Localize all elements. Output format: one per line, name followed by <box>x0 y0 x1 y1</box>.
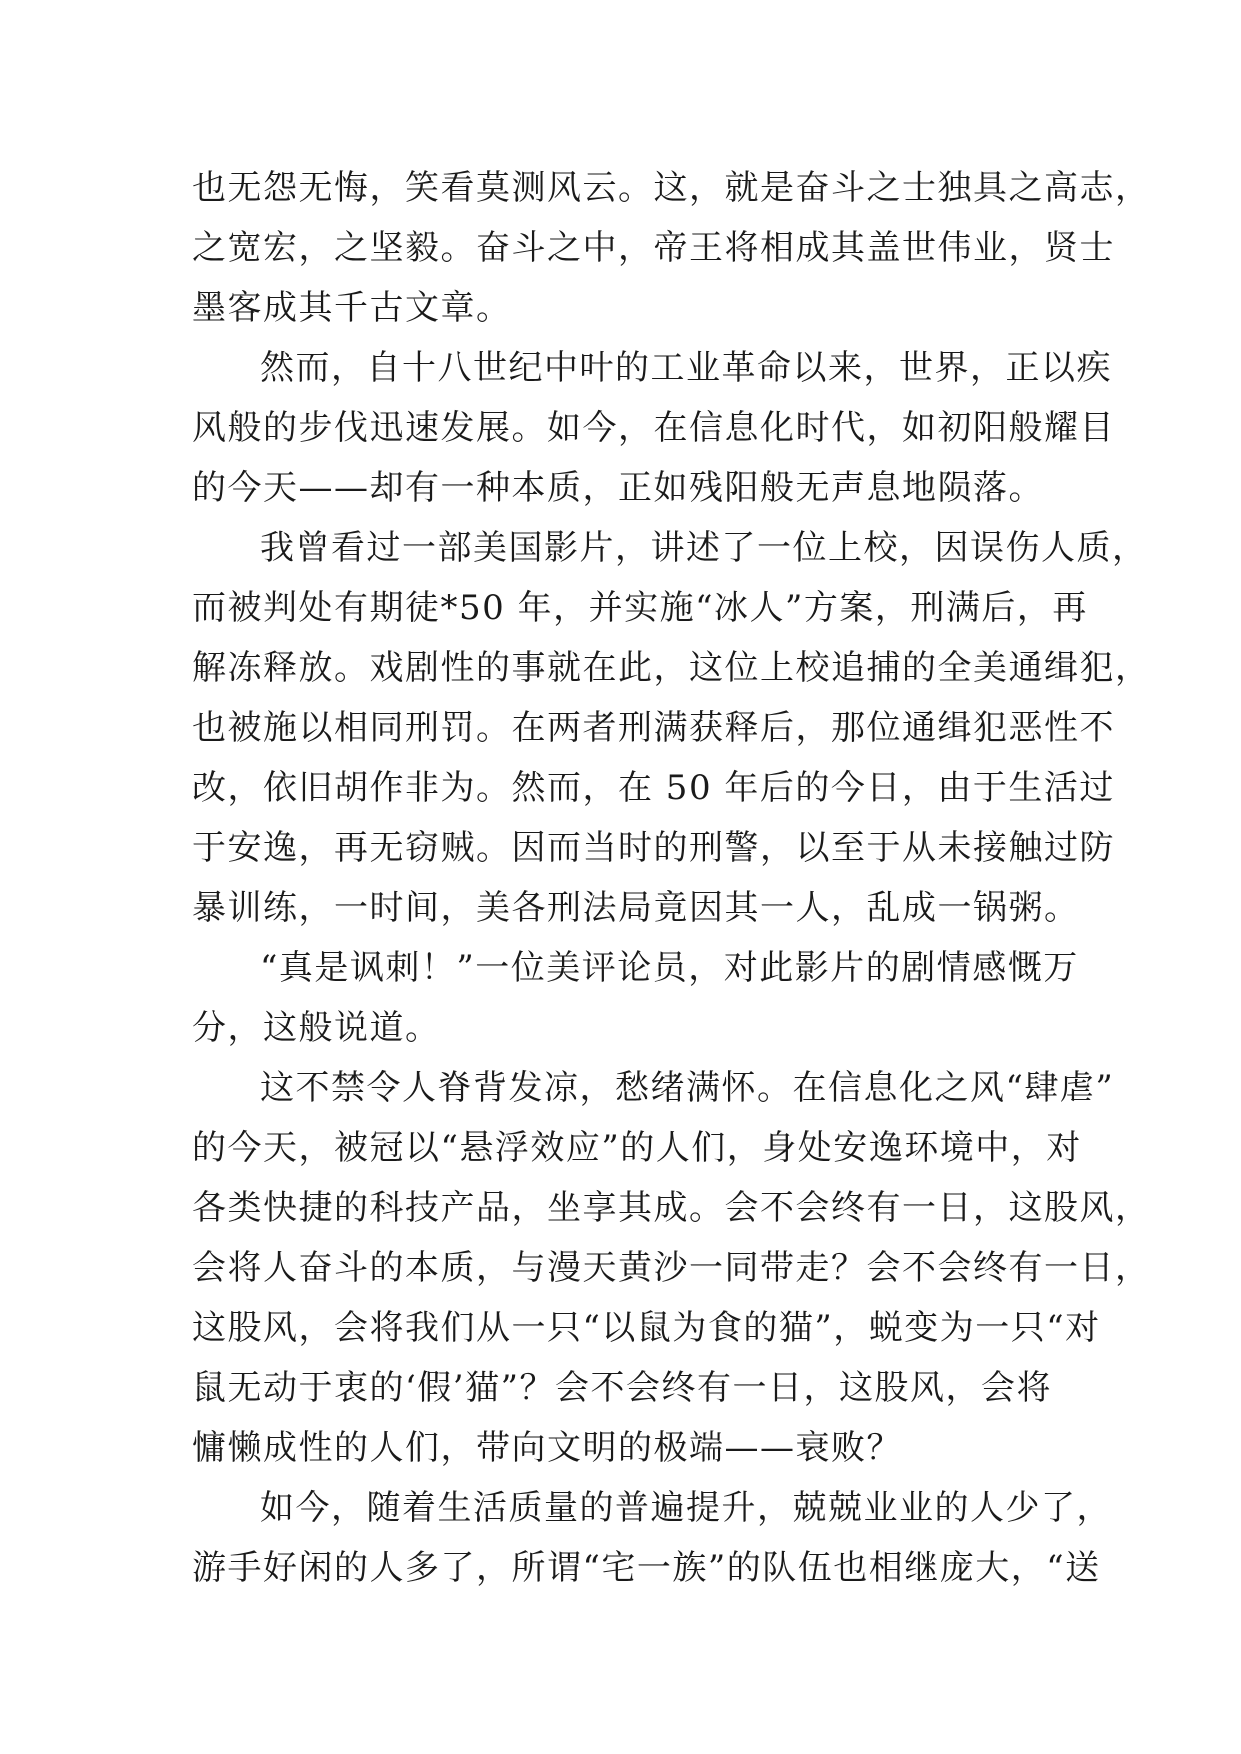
text-line: 鼠无动于衷的‘假’猫”？会不会终有一日，这股风，会将 <box>192 1368 1052 1408</box>
paragraph-first-line: “真是讽刺！”一位美评论员，对此影片的剧情感慨万 <box>260 948 1079 988</box>
text-line: 游手好闲的人多了，所谓“宅一族”的队伍也相继庞大，“送 <box>192 1548 1101 1588</box>
text-line: 风般的步伐迅速发展。如今，在信息化时代，如初阳般耀目 <box>192 408 1115 448</box>
paragraph-first-line: 然而，自十八世纪中叶的工业革命以来，世界，正以疾 <box>260 348 1112 388</box>
text-line: 会将人奋斗的本质，与漫天黄沙一同带走？会不会终有一日， <box>192 1248 1151 1288</box>
text-line: 之宽宏，之坚毅。奋斗之中，帝王将相成其盖世伟业，贤士 <box>192 228 1115 268</box>
paragraph-first-line: 这不禁令人脊背发凉，愁绪满怀。在信息化之风“肆虐” <box>260 1068 1115 1108</box>
paragraph-first-line: 我曾看过一部美国影片，讲述了一位上校，因误伤人质， <box>260 528 1148 568</box>
text-line: 的今天，被冠以“悬浮效应”的人们，身处安逸环境中，对 <box>192 1128 1082 1168</box>
text-line: 慵懒成性的人们，带向文明的极端——衰败？ <box>192 1428 902 1468</box>
text-line: 这股风，会将我们从一只“以鼠为食的猫”，蜕变为一只“对 <box>192 1308 1101 1348</box>
text-line: 墨客成其千古文章。 <box>192 288 512 328</box>
text-line: 各类快捷的科技产品，坐享其成。会不会终有一日，这股风， <box>192 1188 1151 1228</box>
text-line: 而被判处有期徒*50 年，并实施“冰人”方案，刑满后，再 <box>192 588 1088 628</box>
text-line: 改，依旧胡作非为。然而，在 50 年后的今日，由于生活过 <box>192 768 1115 808</box>
text-line: 暴训练，一时间，美各刑法局竟因其一人，乱成一锅粥。 <box>192 888 1080 928</box>
paragraph-first-line: 如今，随着生活质量的普遍提升，兢兢业业的人少了， <box>260 1488 1112 1528</box>
essay-body <box>192 158 1151 1598</box>
text-line: 的今天——却有一种本质，正如残阳般无声息地陨落。 <box>192 468 1044 508</box>
text-line: 也被施以相同刑罚。在两者刑满获释后，那位通缉犯恶性不 <box>192 708 1115 748</box>
text-line: 解冻释放。戏剧性的事就在此，这位上校追捕的全美通缉犯， <box>192 648 1151 688</box>
text-line: 分，这般说道。 <box>192 1008 441 1048</box>
text-line: 也无怨无悔，笑看莫测风云。这，就是奋斗之士独具之高志， <box>192 168 1151 208</box>
text-line: 于安逸，再无窃贼。因而当时的刑警，以至于从未接触过防 <box>192 828 1115 868</box>
